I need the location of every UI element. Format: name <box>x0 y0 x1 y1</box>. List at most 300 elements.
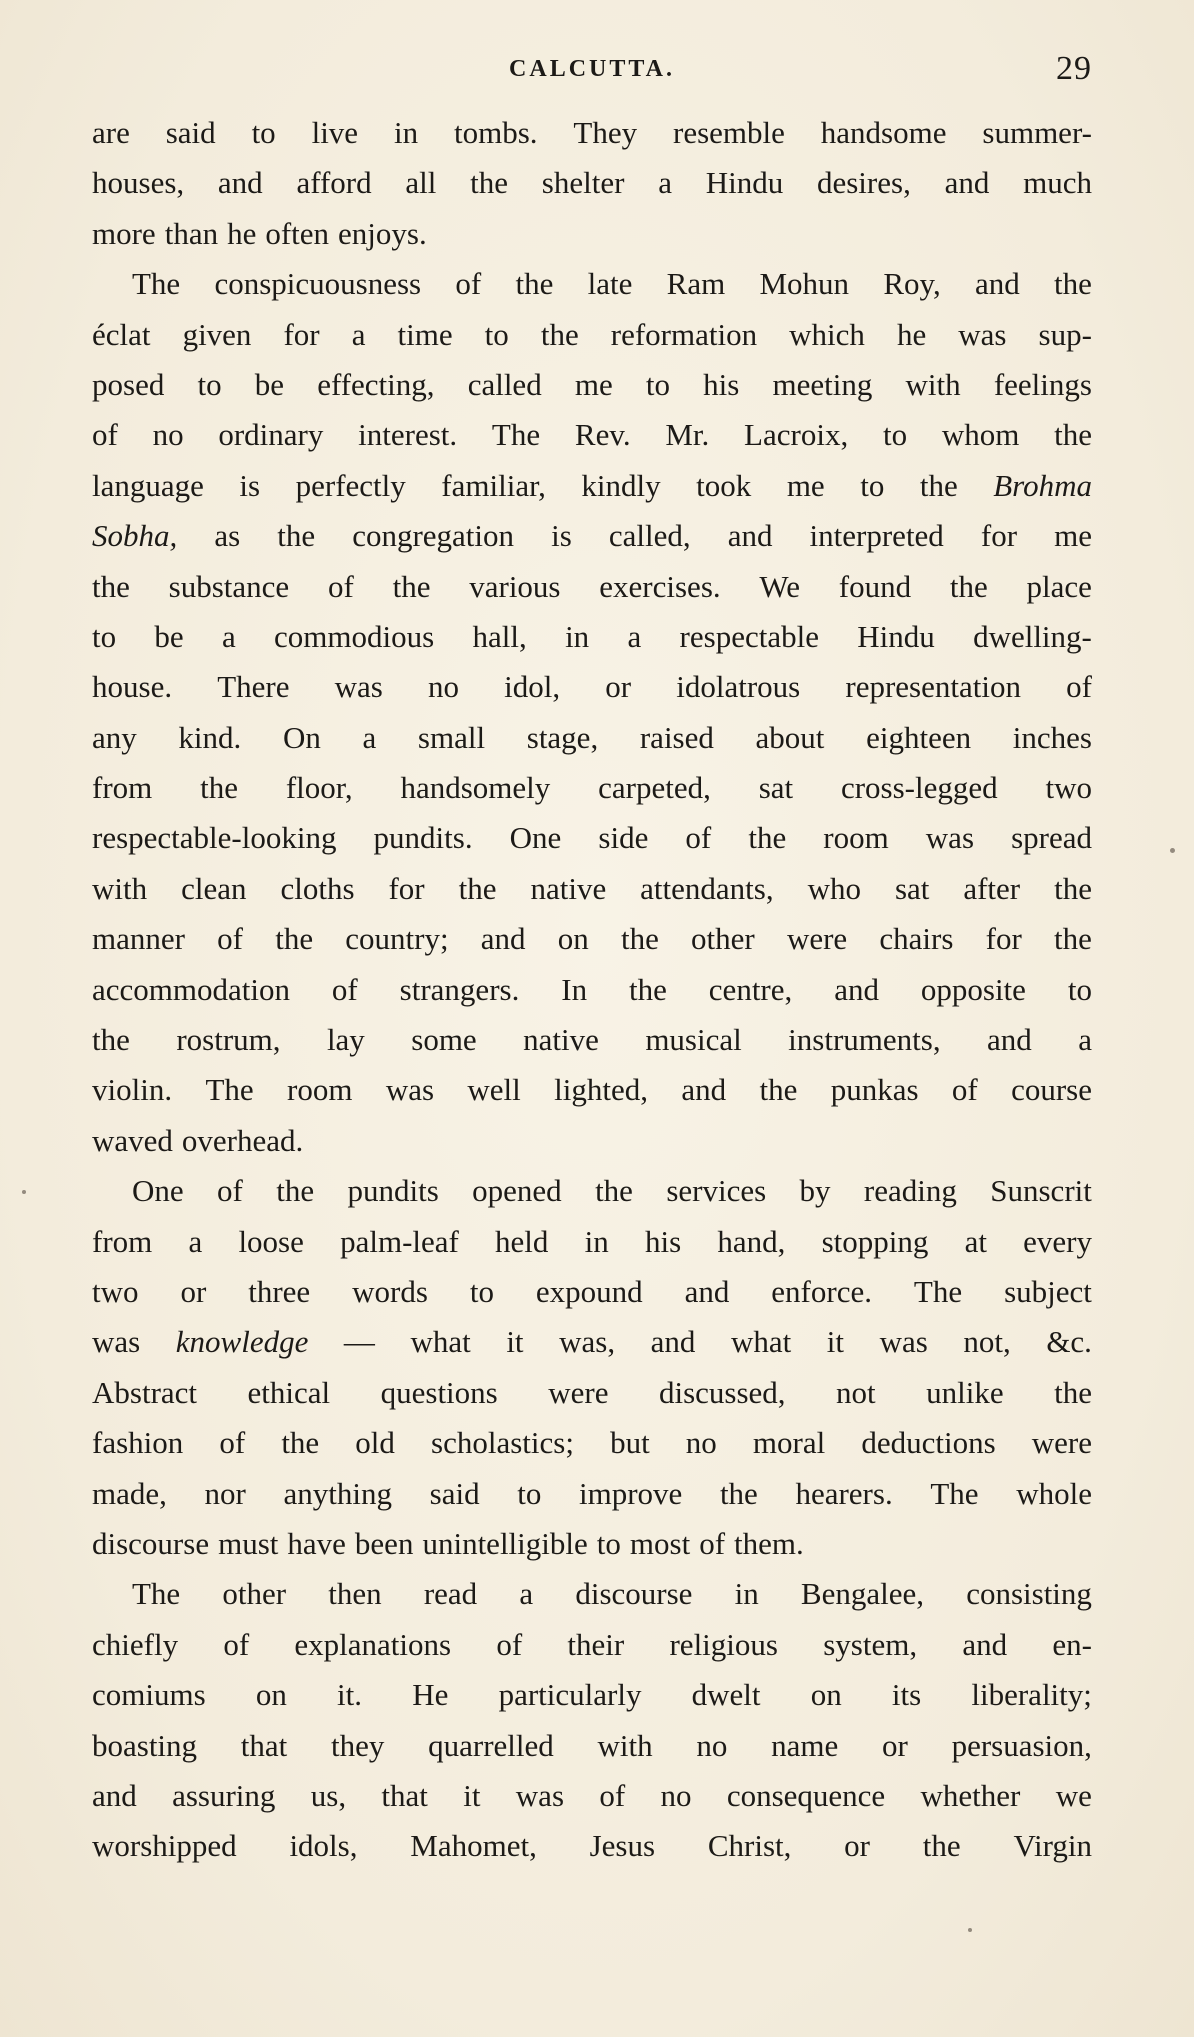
word: with <box>597 1727 653 1763</box>
word: of <box>223 1626 250 1662</box>
word: enjoys. <box>338 215 427 251</box>
word: me <box>1054 518 1092 554</box>
text-line <box>92 562 1092 612</box>
word: the <box>458 870 497 906</box>
word: to <box>92 618 117 654</box>
word: The <box>913 1273 963 1309</box>
word: the <box>919 467 958 503</box>
word: idol, <box>504 669 561 705</box>
word: chiefly <box>92 1626 179 1662</box>
text-line <box>92 612 1092 662</box>
text-line <box>92 360 1092 410</box>
word: effecting, <box>317 366 435 402</box>
word: in <box>565 618 590 654</box>
word: room <box>287 1072 353 1108</box>
word: two <box>1045 770 1092 806</box>
word: time <box>397 316 453 352</box>
word: nor <box>204 1475 246 1511</box>
word: the <box>949 568 988 604</box>
word: about <box>755 719 825 755</box>
word: stage, <box>526 719 599 755</box>
word: hearers. <box>795 1475 893 1511</box>
word: of <box>685 820 712 856</box>
word: to <box>1067 971 1092 1007</box>
word: the <box>392 568 431 604</box>
word: was, <box>559 1324 616 1360</box>
word: questions <box>380 1374 498 1410</box>
word: enforce. <box>771 1273 872 1309</box>
word: have <box>287 1525 346 1561</box>
word: knowledge <box>175 1324 309 1360</box>
text-line <box>92 813 1092 863</box>
word: and <box>962 1626 1008 1662</box>
paper-speck <box>22 1190 26 1194</box>
word: worshipped <box>92 1828 237 1864</box>
word: much <box>1023 165 1092 201</box>
word: of <box>455 266 482 302</box>
word: a <box>519 1576 534 1612</box>
word: and <box>217 165 263 201</box>
word: not <box>836 1374 876 1410</box>
word: the <box>470 165 509 201</box>
word: moral <box>752 1425 826 1461</box>
word: — <box>343 1324 375 1360</box>
word: representation <box>845 669 1021 705</box>
word: afford <box>296 165 372 201</box>
word: us, <box>310 1777 347 1813</box>
text-line <box>92 662 1092 712</box>
word: in <box>393 115 419 150</box>
word: he <box>227 215 257 251</box>
word: Roy, <box>883 266 941 302</box>
word: On <box>282 719 321 755</box>
word: most <box>629 1525 691 1561</box>
word: three <box>248 1273 311 1309</box>
word: or <box>605 669 632 705</box>
word: opened <box>472 1173 562 1209</box>
word: the <box>275 921 314 957</box>
word: or <box>844 1828 870 1864</box>
word: to <box>469 1273 494 1309</box>
text-line <box>92 410 1092 460</box>
word: live <box>311 115 359 150</box>
word: Lacroix, <box>744 417 849 453</box>
word: for <box>980 518 1018 554</box>
word: more <box>92 215 156 251</box>
word: well <box>467 1072 521 1108</box>
text-line <box>92 1065 1092 1115</box>
word: to <box>484 316 509 352</box>
word: pundits <box>347 1173 439 1209</box>
text-line <box>92 1519 1092 1569</box>
word: the <box>620 921 659 957</box>
word: of <box>496 1626 523 1662</box>
text-line <box>92 1418 1092 1468</box>
word: system, <box>823 1626 918 1662</box>
word: Rev. <box>574 417 631 453</box>
word: deductions <box>861 1425 996 1461</box>
word: discussed, <box>658 1374 786 1410</box>
word: said <box>429 1475 480 1511</box>
word: from <box>92 770 153 806</box>
word: read <box>423 1576 478 1612</box>
text-line <box>92 763 1092 813</box>
word: not, <box>963 1324 1011 1360</box>
word: the <box>748 820 787 856</box>
text-line <box>92 1469 1092 1519</box>
word: religious <box>669 1626 778 1662</box>
word: his <box>703 366 740 402</box>
word: pundits. <box>373 820 473 856</box>
word: sat <box>758 770 794 806</box>
word: a <box>658 165 672 201</box>
word: to <box>645 366 671 402</box>
body-text <box>92 108 1092 1872</box>
word: subject <box>1004 1273 1092 1309</box>
text-line <box>92 1166 1092 1216</box>
word: clean <box>181 870 247 906</box>
text-line <box>92 511 1092 561</box>
word: of <box>92 417 118 453</box>
word: the <box>200 770 238 806</box>
word: Bengalee, <box>800 1576 924 1612</box>
word: but <box>610 1425 650 1461</box>
word: whom <box>941 417 1020 453</box>
word: course <box>1011 1072 1092 1108</box>
word: the <box>1054 1374 1092 1410</box>
word: he <box>896 316 927 352</box>
word: One <box>132 1173 184 1209</box>
text-line <box>92 158 1092 208</box>
word: of <box>699 1525 726 1561</box>
word: name <box>771 1727 839 1763</box>
word: Abstract <box>92 1374 198 1410</box>
word: The <box>132 1576 181 1612</box>
word: chairs <box>879 921 954 957</box>
word: the <box>277 518 316 554</box>
word: violin. <box>92 1072 173 1108</box>
word: hand, <box>717 1223 786 1259</box>
word: house. <box>92 669 173 705</box>
word: been <box>354 1525 414 1561</box>
word: native <box>530 870 607 906</box>
word: were <box>786 921 848 957</box>
running-title: CALCUTTA. <box>509 56 675 82</box>
word: kind. <box>178 719 242 755</box>
word: comiums <box>92 1677 206 1713</box>
word: instruments, <box>788 1022 941 1058</box>
word: old <box>355 1425 395 1461</box>
word: lighted, <box>554 1072 648 1108</box>
word: reformation <box>610 316 758 352</box>
word: held <box>495 1223 549 1259</box>
word: discourse <box>92 1525 210 1561</box>
word: than <box>164 215 219 251</box>
word: every <box>1023 1223 1092 1259</box>
word: cross-legged <box>840 770 998 806</box>
word: expound <box>535 1273 643 1309</box>
word: other <box>222 1576 287 1612</box>
word: improve <box>578 1475 683 1511</box>
word: and <box>975 266 1020 302</box>
word: opposite <box>920 971 1026 1007</box>
word: a <box>351 316 366 352</box>
word: feelings <box>993 366 1092 402</box>
word: be <box>254 366 285 402</box>
word: and <box>987 1022 1032 1058</box>
word: hall, <box>472 618 527 654</box>
running-head <box>92 50 1092 90</box>
word: consisting <box>966 1576 1092 1612</box>
word: The <box>930 1475 979 1511</box>
text-line <box>92 1670 1092 1720</box>
word: raised <box>639 719 714 755</box>
word: persuasion, <box>951 1727 1092 1763</box>
word: they <box>331 1727 385 1763</box>
word: the <box>515 266 554 302</box>
word: ethical <box>247 1374 331 1410</box>
word: the <box>92 568 130 604</box>
word: is <box>551 518 572 554</box>
word: to <box>251 115 276 150</box>
word: often <box>265 215 330 251</box>
word: then <box>328 1576 382 1612</box>
text-line <box>92 1116 1092 1166</box>
word: and <box>944 165 990 201</box>
word: was <box>515 1777 565 1813</box>
word: centre, <box>708 971 793 1007</box>
word: of <box>217 1173 243 1209</box>
text-line <box>92 209 1092 259</box>
word: idols, <box>289 1828 358 1864</box>
word: place <box>1026 568 1092 604</box>
word: was <box>958 316 1007 352</box>
word: the <box>1054 266 1092 302</box>
text-line <box>92 310 1092 360</box>
word: no <box>428 669 459 705</box>
word: Christ, <box>707 1828 792 1864</box>
word: were <box>1031 1425 1092 1461</box>
word: discourse <box>575 1576 693 1612</box>
word: and <box>92 1777 137 1813</box>
word: spread <box>1011 820 1092 856</box>
text-line <box>92 259 1092 309</box>
word: en- <box>1052 1626 1092 1662</box>
word: it <box>826 1324 845 1360</box>
word: Hindu <box>857 618 935 654</box>
word: the <box>276 1173 315 1209</box>
word: it. <box>337 1677 363 1713</box>
word: ordinary <box>218 417 324 453</box>
word: his <box>644 1223 682 1259</box>
word: for <box>985 921 1022 957</box>
word: that <box>381 1777 428 1813</box>
word: and <box>834 971 879 1007</box>
word: The <box>205 1072 254 1108</box>
word: unintelligible <box>422 1525 588 1561</box>
word: from <box>92 1223 153 1259</box>
word: posed <box>92 366 165 402</box>
word: perfectly <box>295 467 406 503</box>
text-line <box>92 1821 1092 1871</box>
word: no <box>696 1727 728 1763</box>
text-line <box>92 713 1092 763</box>
word: on <box>810 1677 842 1713</box>
word: it <box>463 1777 481 1813</box>
word: was <box>92 1324 141 1360</box>
word: the <box>922 1828 961 1864</box>
word: Jesus <box>589 1828 656 1864</box>
word: Brohma <box>993 467 1092 503</box>
word: and <box>681 1072 727 1108</box>
word: the <box>92 1022 130 1058</box>
word: boasting <box>92 1727 198 1763</box>
word: on <box>557 921 589 957</box>
word: congregation <box>352 518 515 554</box>
word: the <box>629 971 667 1007</box>
word: and <box>650 1324 696 1360</box>
word: eighteen <box>866 719 972 755</box>
word: to <box>517 1475 542 1511</box>
text-line <box>92 1217 1092 1267</box>
word: with <box>92 870 148 906</box>
word: given <box>182 316 252 352</box>
word: scholastics; <box>431 1425 574 1461</box>
word: said <box>165 115 216 150</box>
word: the <box>1054 870 1092 906</box>
word: took <box>696 467 752 503</box>
word: is <box>239 467 261 503</box>
word: services <box>666 1173 767 1209</box>
word: and <box>684 1273 730 1309</box>
word: Mr. <box>665 417 710 453</box>
word: rostrum, <box>176 1022 281 1058</box>
word: all <box>405 165 437 201</box>
word: or <box>180 1273 207 1309</box>
word: its <box>891 1677 922 1713</box>
word: for <box>388 870 425 906</box>
word: palm-leaf <box>340 1223 459 1259</box>
word: a <box>188 1223 203 1259</box>
word: éclat <box>92 316 151 352</box>
page-number: 29 <box>1056 50 1092 87</box>
paper-speck <box>968 1928 972 1932</box>
text-line <box>92 1569 1092 1619</box>
text-line <box>92 1721 1092 1771</box>
word: dwelling- <box>973 618 1092 654</box>
word: inches <box>1012 719 1092 755</box>
word: the <box>540 316 579 352</box>
word: various <box>469 568 561 604</box>
word: desires, <box>816 165 911 201</box>
word: was <box>334 669 383 705</box>
word: overhead. <box>181 1122 304 1158</box>
word: exercises. <box>599 568 721 604</box>
word: be <box>154 618 184 654</box>
word: late <box>587 266 633 302</box>
word: dwelt <box>691 1677 761 1713</box>
word: to <box>596 1525 621 1561</box>
word: They <box>573 115 638 150</box>
word: There <box>217 669 290 705</box>
word: tombs. <box>453 115 538 150</box>
word: as <box>214 518 241 554</box>
word: &c. <box>1046 1324 1092 1360</box>
text-line <box>92 1317 1092 1367</box>
word: no <box>152 417 184 453</box>
word: handsome <box>820 115 947 150</box>
word: a <box>1078 1022 1092 1058</box>
text-line <box>92 965 1092 1015</box>
word: accommodation <box>92 971 290 1007</box>
word: of <box>219 1425 246 1461</box>
word: The <box>132 266 181 302</box>
word: to <box>882 417 908 453</box>
word: substance <box>168 568 290 604</box>
text-line <box>92 461 1092 511</box>
word: me <box>574 366 613 402</box>
text-line <box>92 864 1092 914</box>
word: side <box>598 820 649 856</box>
word: resemble <box>673 115 785 150</box>
word: houses, <box>92 165 185 201</box>
word: are <box>92 115 130 150</box>
word: for <box>283 316 320 352</box>
word: on <box>255 1677 287 1713</box>
word: We <box>759 568 800 604</box>
word: reading <box>863 1173 957 1209</box>
word: a <box>627 618 642 654</box>
text-line <box>92 1015 1092 1065</box>
word: summer- <box>982 115 1092 150</box>
text-line <box>92 1620 1092 1670</box>
word: lay <box>326 1022 365 1058</box>
word: kindly <box>581 467 661 503</box>
word: the <box>281 1425 320 1461</box>
word: other <box>691 921 755 957</box>
word: carpeted, <box>598 770 711 806</box>
word: waved <box>92 1122 173 1158</box>
word: shelter <box>541 165 625 201</box>
word: the <box>719 1475 758 1511</box>
word: of <box>599 1777 626 1813</box>
word: meeting <box>772 366 873 402</box>
word: two <box>92 1273 139 1309</box>
word: liberality; <box>971 1677 1092 1713</box>
word: called <box>467 366 542 402</box>
word: native <box>523 1022 599 1058</box>
word: was <box>385 1072 435 1108</box>
word: sat <box>894 870 930 906</box>
word: of <box>331 971 358 1007</box>
word: interpreted <box>809 518 944 554</box>
word: Virgin <box>1013 1828 1092 1864</box>
word: who <box>807 870 861 906</box>
word: words <box>352 1273 428 1309</box>
word: The <box>491 417 541 453</box>
word: and <box>727 518 773 554</box>
word: or <box>882 1727 908 1763</box>
word: familiar, <box>441 467 546 503</box>
word: Hindu <box>705 165 784 201</box>
word: them. <box>734 1525 804 1561</box>
word: made, <box>92 1475 167 1511</box>
word: by <box>799 1173 831 1209</box>
word: found <box>838 568 912 604</box>
word: consequence <box>726 1777 886 1813</box>
text-line <box>92 914 1092 964</box>
word: were <box>548 1374 609 1410</box>
